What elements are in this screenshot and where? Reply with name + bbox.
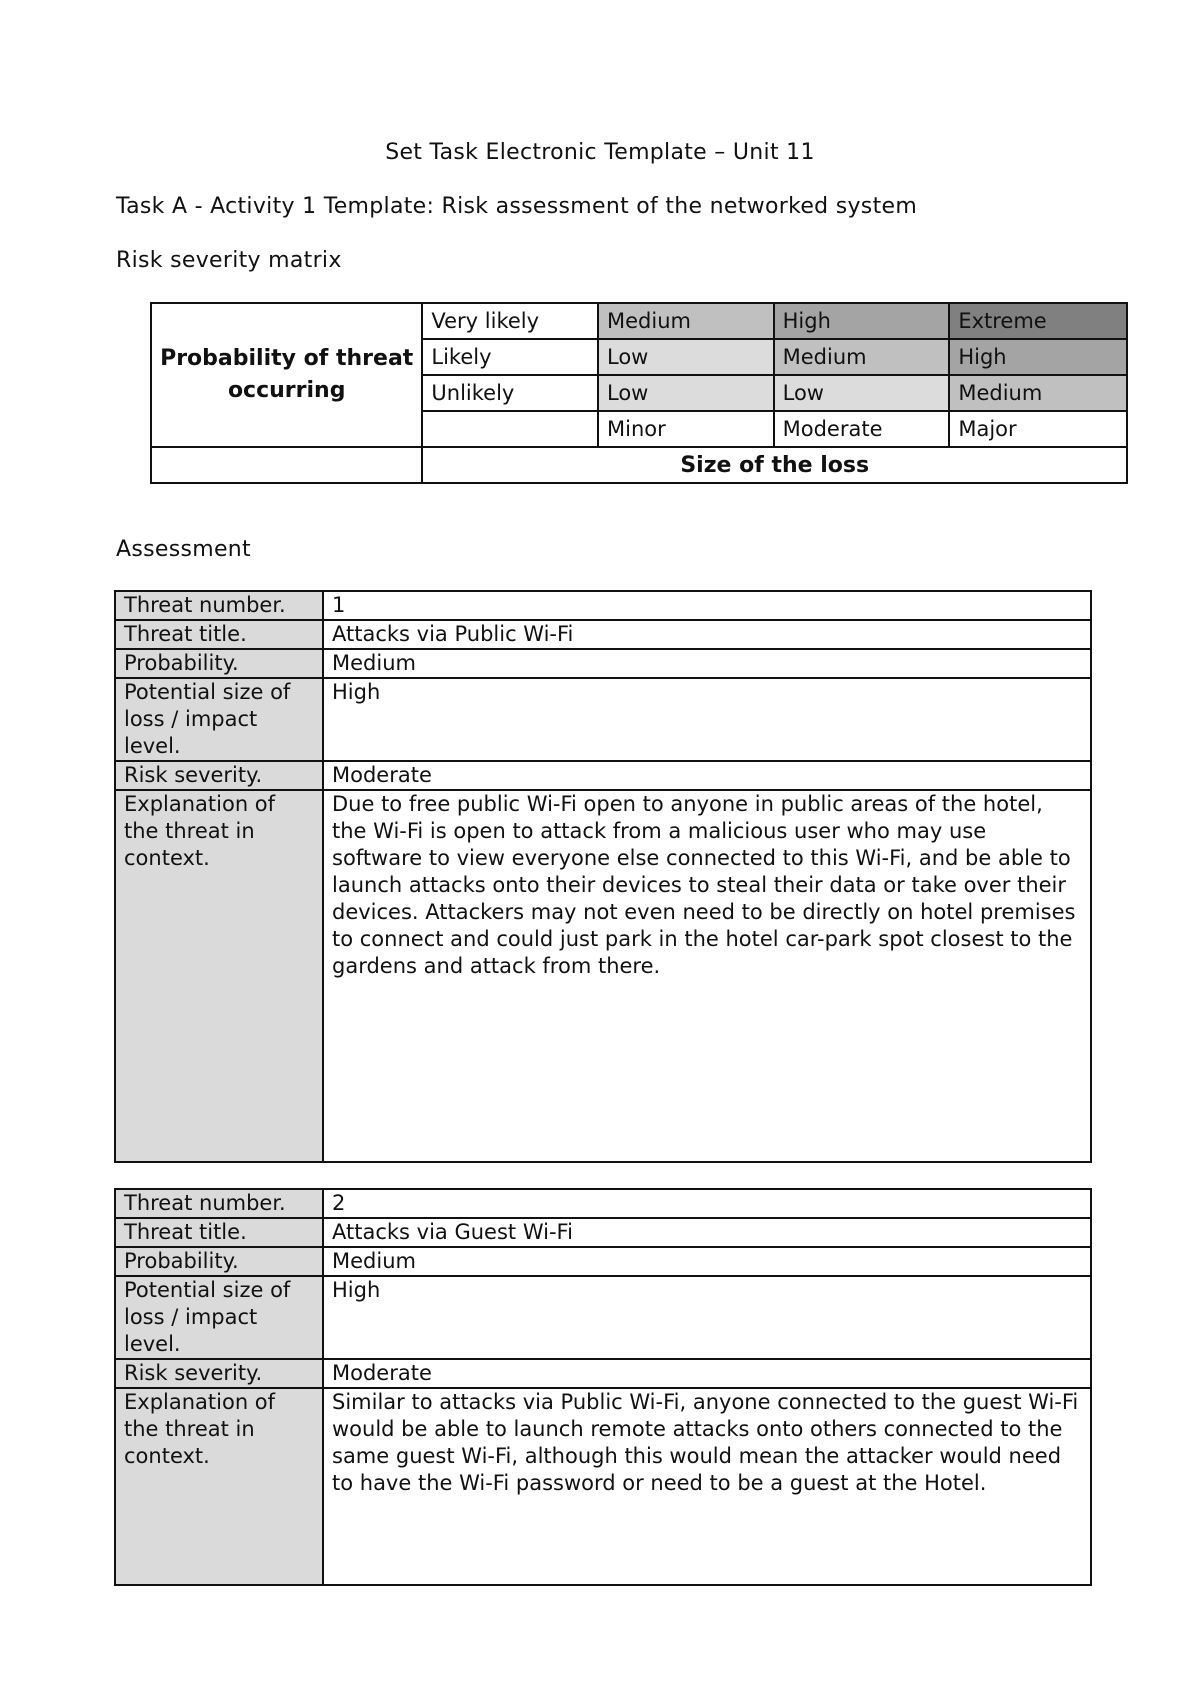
threat-table	[114, 1188, 1092, 1586]
potential-size-value: High	[323, 678, 1091, 761]
probability-unlikely: Unlikely	[422, 375, 598, 411]
explanation-label: Explanation of the threat in context.	[115, 1388, 323, 1585]
risk-severity-label: Risk severity.	[115, 761, 323, 790]
threat-number-label: Threat number.	[115, 591, 323, 620]
risk-severity-label: Risk severity.	[115, 1359, 323, 1388]
matrix-cell: Medium	[774, 339, 950, 375]
risk-severity-value: Moderate	[323, 761, 1091, 790]
matrix-heading: Risk severity matrix	[116, 248, 342, 273]
potential-size-label: Potential size of loss / impact level.	[115, 1276, 323, 1359]
threat-title-value: Attacks via Public Wi-Fi	[323, 620, 1091, 649]
matrix-empty-cell	[151, 447, 422, 483]
loss-size-minor: Minor	[598, 411, 774, 447]
matrix-cell: Medium	[598, 303, 774, 339]
probability-value: Medium	[323, 1247, 1091, 1276]
probability-likely: Likely	[422, 339, 598, 375]
explanation-label: Explanation of the threat in context.	[115, 790, 323, 1162]
potential-size-label: Potential size of loss / impact level.	[115, 678, 323, 761]
probability-value: Medium	[323, 649, 1091, 678]
assessment-heading: Assessment	[116, 537, 251, 562]
threat-table	[114, 590, 1092, 1163]
probability-label: Probability.	[115, 1247, 323, 1276]
probability-very-likely: Very likely	[422, 303, 598, 339]
threat-number-value: 1	[323, 591, 1091, 620]
probability-label: Probability of threat occurring	[151, 303, 422, 447]
matrix-cell: Extreme	[949, 303, 1127, 339]
explanation-value: Due to free public Wi-Fi open to anyone in public areas of the hotel, the Wi-Fi is open to attack from a malicious user who may use software to view everyone else connected to this Wi-Fi, and be able to launch attacks onto their devices to steal their data or take over their devices. Attackers may not even need to be directly on hotel premises to connect and could just park in the hotel car-park spot closest to the gardens and attack from there.	[323, 790, 1091, 1162]
matrix-cell: Low	[598, 339, 774, 375]
matrix-cell: High	[774, 303, 950, 339]
loss-size-major: Major	[949, 411, 1127, 447]
threat-title-label: Threat title.	[115, 620, 323, 649]
task-heading: Task A - Activity 1 Template: Risk assessment of the networked system	[116, 194, 918, 219]
loss-size-moderate: Moderate	[774, 411, 950, 447]
matrix-empty-cell	[422, 411, 598, 447]
potential-size-value: High	[323, 1276, 1091, 1359]
threat-number-label: Threat number.	[115, 1189, 323, 1218]
matrix-cell: Low	[598, 375, 774, 411]
threat-number-value: 2	[323, 1189, 1091, 1218]
risk-severity-matrix	[150, 302, 1128, 484]
threat-title-value: Attacks via Guest Wi-Fi	[323, 1218, 1091, 1247]
matrix-cell: High	[949, 339, 1127, 375]
risk-severity-value: Moderate	[323, 1359, 1091, 1388]
threat-title-label: Threat title.	[115, 1218, 323, 1247]
matrix-cell: Medium	[949, 375, 1127, 411]
explanation-value: Similar to attacks via Public Wi-Fi, anyone connected to the guest Wi-Fi would be able to launch remote attacks onto others connected to the same guest Wi-Fi, although this would mean the attacker would need to have the Wi-Fi password or need to be a guest at the Hotel.	[323, 1388, 1091, 1585]
matrix-cell: Low	[774, 375, 950, 411]
probability-label: Probability.	[115, 649, 323, 678]
size-of-loss-label: Size of the loss	[422, 447, 1127, 483]
document-title: Set Task Electronic Template – Unit 11	[385, 140, 815, 165]
